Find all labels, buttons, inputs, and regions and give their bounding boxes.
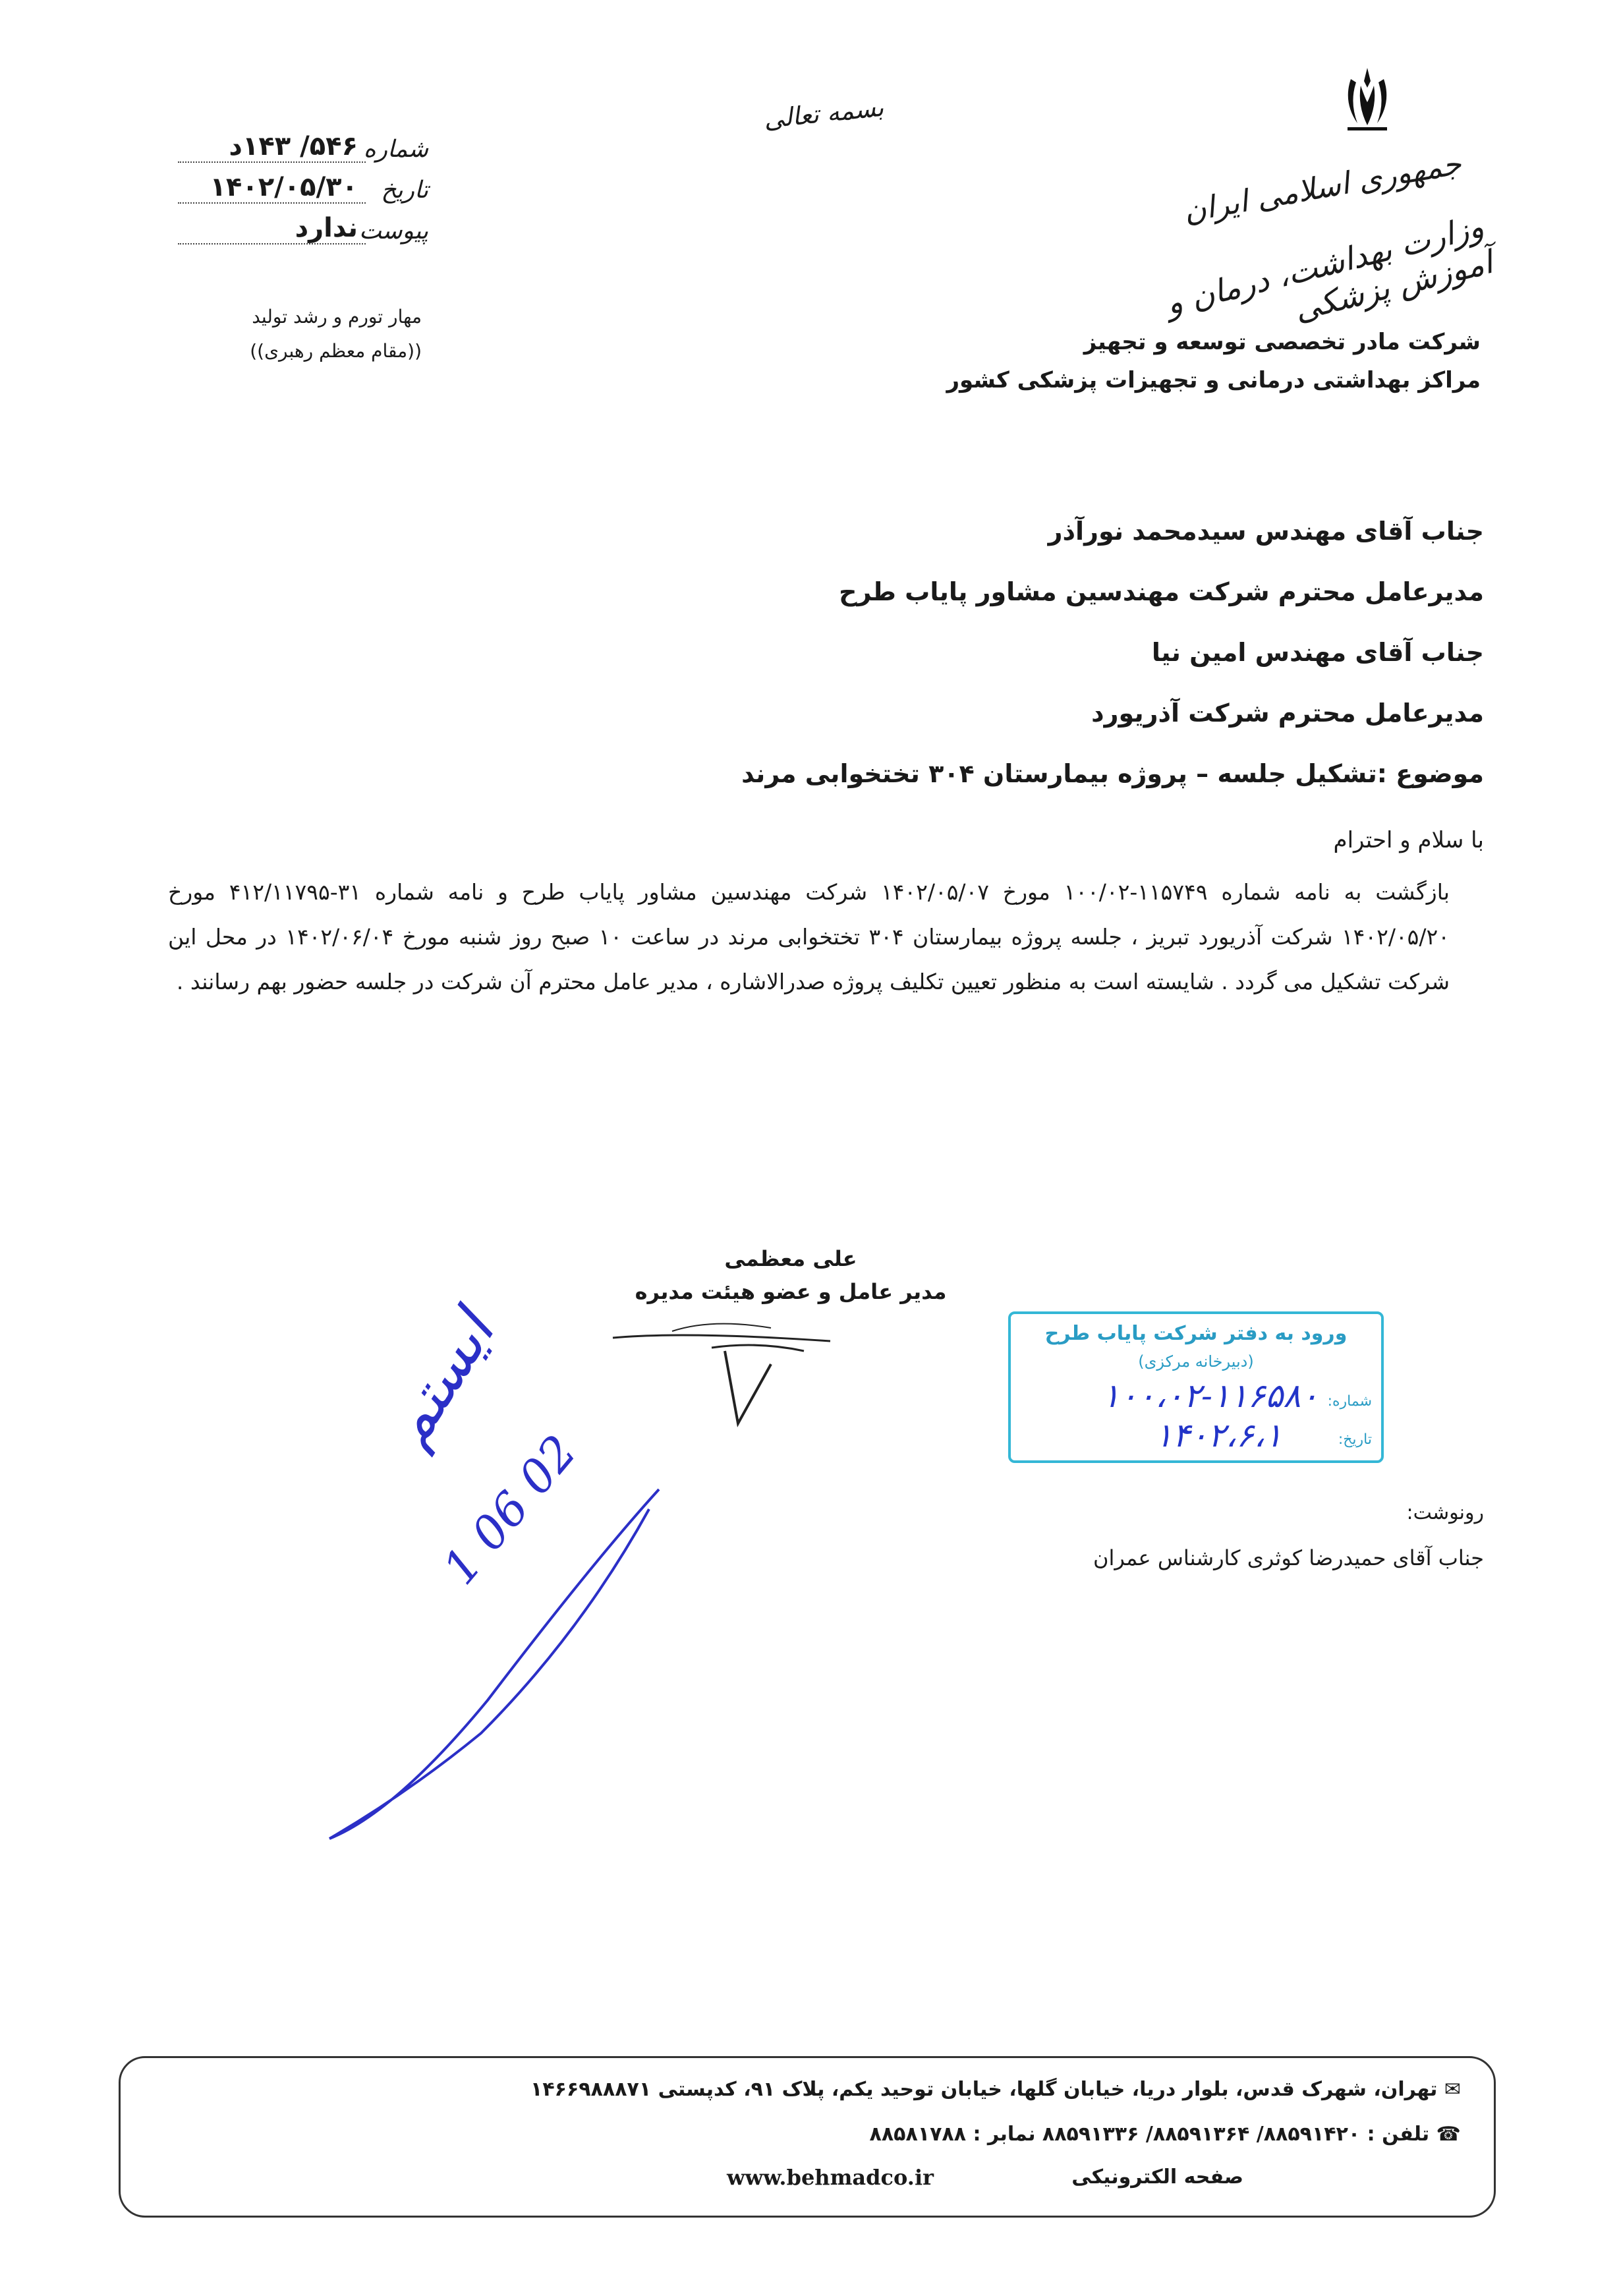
ministry-line-2: وزارت بهداشت، درمان و آموزش پزشکی — [1162, 208, 1496, 329]
letter-attachment-value: ندارد — [178, 213, 366, 244]
stamp-date-label: تاریخ: — [1338, 1431, 1372, 1448]
handwritten-flourish-icon — [316, 1483, 685, 1852]
addressee-block — [561, 501, 1484, 804]
footer-address-text: تهران، شهرک قدس، بلوار دریا، خیابان گلها، خیابان توحید یکم، پلاک ۹۱، کدپستی ۱۴۶۶۹۸۸۸۷۱ — [530, 2078, 1438, 2101]
stamp-subtitle: (دبیرخانه مرکزی) — [1138, 1352, 1254, 1371]
footer-web-label: صفحه الکترونیکی — [1071, 2166, 1243, 2189]
cc-recipient: جناب آقای حمیدرضا کوثری کارشناس عمران — [1093, 1545, 1484, 1570]
footer-address — [530, 2078, 1461, 2101]
ministry-title — [1079, 145, 1496, 329]
letter-number-value: ۵۴۶/ ۱۴۳د — [178, 131, 366, 163]
company-line-1: شرکت مادر تخصصی توسعه و تجهیز — [1083, 329, 1481, 355]
stamp-date-value: ۱۴۰۲،۶،۱ — [1154, 1416, 1282, 1454]
letterhead-footer — [119, 2056, 1496, 2218]
bismillah-heading: بسمه تعالی — [762, 92, 886, 134]
letter-number-label: شماره — [363, 136, 428, 163]
received-stamp — [1008, 1311, 1384, 1463]
addressee-line: مدیرعامل محترم شرکت مهندسین مشاور پایاب طرح — [839, 577, 1484, 606]
footer-phones — [870, 2123, 1461, 2146]
motto-line-2: ((مقام معظم رهبری)) — [250, 340, 422, 362]
stamp-number-value: ۱۰۰،۰۲-۱۱۶۵۸۰ — [1102, 1377, 1319, 1415]
salutation: با سلام و احترام — [1333, 827, 1484, 853]
company-line-2: مراکز بهداشتی درمانی و تجهیزات پزشکی کشور — [946, 367, 1481, 393]
year-motto — [198, 300, 422, 368]
signer-title: مدیر عامل و عضو هیئت مدیره — [635, 1279, 947, 1304]
letter-meta — [178, 122, 428, 244]
letter-body: بازگشت به نامه شماره ۱۱۵۷۴۹-۱۰۰/۰۲ مورخ ۱۴۰۲/۰۵/۰۷ شرکت مهندسین مشاور پایاب طرح و نامه شماره ۳۱-۴۱۲/۱۱۷۹۵ مورخ ۱۴۰۲/۰۵/۲۰ شرکت آذریورد تبریز ، جلسه پروژه بیمارستان ۳۰۴ تختخوابی مرند در ساعت ۱۰ صبح روز شنبه مورخ ۱۴۰۲/۰۶/۰۴ در محل این شرکت تشکیل می گردد . شایسته است به منظور تعیین تکلیف پروژه صدرالاشاره ، مدیر عامل محترم آن شرکت در جلسه حضور بهم رسانند . — [168, 879, 1450, 994]
addressee-line: مدیرعامل محترم شرکت آذریورد — [1091, 699, 1484, 728]
ministry-line-1: جمهوری اسلامی ایران — [1181, 145, 1464, 229]
letter-date-value: ۱۴۰۲/۰۵/۳۰ — [178, 172, 366, 204]
footer-phones-text: تلفن : ۸۸۵۹۱۴۲۰/ ۸۸۵۹۱۳۶۴/ ۸۸۵۹۱۳۳۶ نمابر : ۸۸۵۸۱۷۸۸ — [869, 2123, 1430, 2146]
letter-date-label: تاریخ — [381, 177, 428, 204]
cc-label: رونوشت: — [1406, 1501, 1484, 1524]
stamp-title: ورود به دفتر شرکت پایاب طرح — [1044, 1322, 1348, 1345]
letter-date-row — [178, 163, 428, 204]
letter-number-row — [178, 122, 428, 163]
footer-website-link[interactable]: www.behmadco.ir — [727, 2165, 934, 2190]
company-name — [946, 323, 1481, 399]
signature-scribble-icon — [606, 1311, 843, 1437]
addressee-line: جناب آقای مهندس امین نیا — [1151, 638, 1484, 667]
signer-name: علی معظمی — [724, 1246, 857, 1271]
addressee-line: جناب آقای مهندس سیدمحمد نورآذر — [1048, 517, 1484, 546]
motto-line-1: مهار تورم و رشد تولید — [252, 306, 422, 328]
envelope-icon: ✉ — [1437, 2078, 1461, 2101]
letter-attachment-row — [178, 204, 428, 244]
iran-emblem-icon — [1331, 63, 1404, 135]
signature-block — [633, 1242, 949, 1308]
letter-attachment-label: پیوست — [359, 217, 428, 244]
handwritten-note-2: 1 06 02 — [432, 1425, 587, 1595]
phone-icon: ☎ — [1429, 2123, 1461, 2146]
stamp-number-label: شماره: — [1327, 1393, 1372, 1410]
handwritten-note-1: ایستم — [373, 1300, 508, 1458]
subject-line: موضوع :تشکیل جلسه – پروژه بیمارستان ۳۰۴ تختخوابی مرند — [741, 759, 1484, 788]
